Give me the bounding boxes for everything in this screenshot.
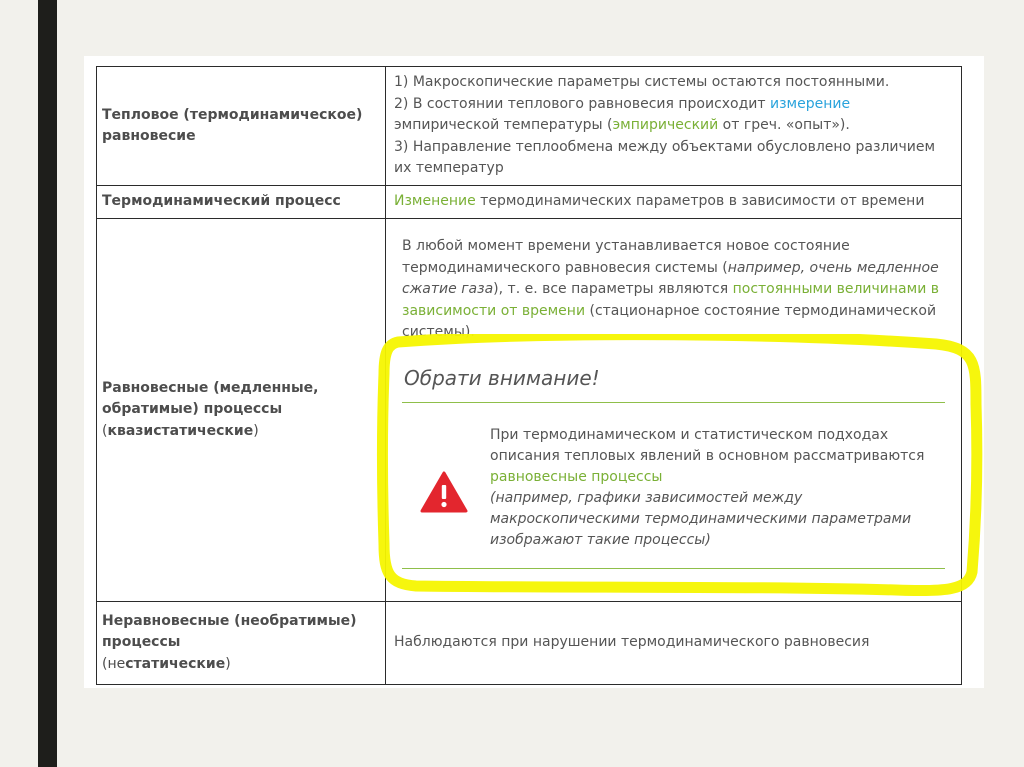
desc-paragraph (394, 232, 953, 344)
slide-left-bar (38, 0, 57, 767)
desc-text: ), т. е. все параметры являются (493, 281, 733, 298)
term-text: Тепловое (термодинамическое) равновесие (102, 106, 363, 144)
link-postoyannye[interactable]: постоянными величинами в зависимости от времени (402, 281, 939, 319)
warning-triangle-icon (420, 471, 468, 513)
desc-text: термодинамических параметров в зависимости от времени (475, 193, 925, 210)
link-izmerenie[interactable]: измерение (770, 95, 851, 112)
term-cell (97, 219, 386, 602)
desc-text: от греч. «опыт»). (718, 117, 850, 134)
table-row (97, 186, 962, 219)
term-cell (97, 67, 386, 186)
description-cell (386, 602, 962, 685)
link-ravnovesnye[interactable]: равновесные процессы (490, 468, 663, 485)
term-cell (97, 186, 386, 219)
desc-text: (стационарное состояние термодинамической системы). (402, 302, 937, 341)
desc-text: Наблюдаются при нарушении термодинамического равновесия (394, 634, 870, 651)
description-cell (386, 219, 962, 602)
attention-body (402, 403, 945, 569)
attention-box (402, 364, 945, 588)
description-cell (386, 186, 962, 219)
link-empiricheskiy[interactable]: эмпирический (612, 117, 719, 134)
term-text: Неравновесные (необратимые) процессы (102, 612, 357, 651)
table-row (97, 219, 962, 602)
desc-text: В любой момент времени устанавливается новое состояние термодинамического равновесия системы ( (402, 238, 850, 276)
term-text: Равновесные (медленные, обратимые) процессы (102, 379, 319, 418)
link-izmenenie[interactable]: Изменение (394, 193, 476, 210)
desc-line-2 (394, 94, 953, 137)
table-row (97, 67, 962, 186)
definitions-table (96, 66, 962, 685)
slide-content-image (84, 56, 984, 688)
description-cell (386, 67, 962, 186)
note-text: При термодинамическом и статистическом подходах описания тепловых явлений в основном рассматриваются (490, 426, 925, 464)
example-text: например, очень медленное сжатие газа (402, 259, 939, 298)
desc-line-1: 1) Макроскопические параметры системы остаются постоянными. (394, 74, 890, 91)
desc-line-3: 3) Направление теплообмена между объектами обусловлено различием их температур (394, 138, 936, 177)
attention-bottom-divider (402, 568, 945, 569)
table-row (97, 602, 962, 685)
term-paren: ) (225, 655, 231, 672)
desc-text: эмпирической температуры ( (394, 117, 613, 134)
note-example: (например, графики зависимостей между макроскопическими термодинамическими параметрами изображают такие процессы) (490, 489, 912, 548)
term-paren: ( (102, 422, 108, 439)
term-text: Термодинамический процесс (102, 193, 341, 210)
desc-text: 2) В состоянии теплового равновесия происходит (394, 95, 771, 112)
attention-title: Обрати внимание! (404, 365, 600, 390)
term-paren: (не (102, 655, 126, 672)
term-paren: ) (253, 422, 259, 439)
attention-text (490, 425, 950, 551)
term-cell (97, 602, 386, 685)
term-text: статические (125, 655, 226, 672)
term-text: квазистатические (107, 422, 254, 439)
